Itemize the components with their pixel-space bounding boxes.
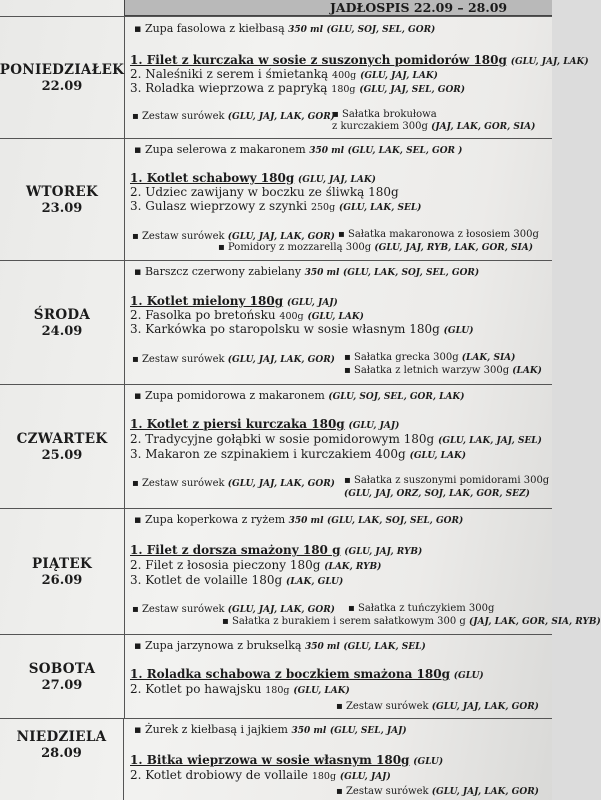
soup-size: 350 ml: [288, 516, 324, 526]
soup-name: Barszcz czerwony zabielany: [144, 265, 302, 278]
salad-b-allergens-line: [344, 488, 530, 500]
soup-name: Zupa fasolowa z kiełbasą: [144, 22, 285, 35]
day-name: SOBOTA: [28, 660, 96, 677]
day-name: WTOREK: [25, 183, 98, 200]
main-dish-1-allergens: (GLU, JAJ, RYB): [344, 547, 423, 557]
salad-c-allergens: (LAK): [512, 366, 542, 376]
main-dish-1: [130, 544, 422, 558]
salad-b-allergens: (JAJ, LAK, GOR, SIA): [431, 122, 536, 132]
salad-set: ▪ Zestaw surówek (GLU, JAJ, LAK, GOR): [132, 111, 335, 122]
main-dish-2-name: 2. Tradycyjne gołąbki w sosie pomidorowym 180g: [130, 432, 435, 446]
salad-set: ▪ Zestaw surówek (GLU, JAJ, LAK, GOR): [336, 701, 539, 712]
salad-set: ▪ Zestaw surówek (GLU, JAJ, LAK, GOR): [132, 354, 335, 365]
soup-name: Zupa koperkowa z ryżem: [144, 513, 286, 526]
main-dish-1-allergens: (GLU, JAJ, LAK): [510, 57, 589, 67]
main-dish-2-name: 2. Fasolka po bretońsku: [130, 308, 276, 322]
main-dish-1-name: 1. Filet z kurczaka w sosie z suszonych pomidorów 180g: [130, 53, 507, 67]
salad-c: ▪ Sałatka z burakiem i serem sałatkowym 300 g (JAJ, LAK, GOR, SIA, RYB): [222, 616, 601, 627]
main-dish-2-name: 2. Kotlet drobiowy de vollaile: [130, 768, 308, 782]
salad-b-name: Sałatka brokułowa: [341, 109, 437, 120]
day-menu: [126, 635, 552, 718]
salad-b: ▪ Sałatka grecka 300g (LAK, SIA): [344, 352, 516, 363]
main-dish-1-name: 1. Kotlet schabowy 180g: [130, 171, 295, 185]
soup-line: ▪ Żurek z kiełbasą i jajkiem 350 ml (GLU, SEL, JAJ): [134, 723, 407, 736]
main-dish-3-name: 3. Kotlet de volaille 180g: [130, 573, 283, 587]
main-dish-3-gram: 250g: [310, 202, 336, 213]
main-dish-1-allergens: (GLU, JAJ, LAK): [298, 175, 376, 185]
main-dish-2-gram: 180g: [265, 685, 290, 696]
day-monday: [0, 16, 589, 138]
day-wednesday: [0, 260, 552, 384]
salad-set-allergens: (GLU, JAJ, LAK, GOR): [431, 787, 539, 797]
main-dish-1-allergens: (GLU): [453, 671, 484, 681]
main-dish-1-allergens: (GLU): [413, 757, 444, 767]
soup-line: ▪ Barszcz czerwony zabielany 350 ml (GLU, LAK, SOJ, SEL, GOR): [134, 265, 480, 278]
soup-size: 350 ml: [291, 726, 327, 736]
soup-allergens: (GLU, LAK, SOJ, SEL, GOR): [342, 268, 480, 278]
salad-set-allergens: (GLU, JAJ, LAK, GOR): [227, 112, 335, 122]
salad-set-allergens: (GLU, JAJ, LAK, GOR): [227, 479, 335, 489]
soup-line: ▪ Zupa fasolowa z kiełbasą 350 ml (GLU, SOJ, SEL, GOR): [134, 22, 436, 35]
main-dish-1-name: 1. Roladka schabowa z boczkiem smażona 180g: [130, 667, 450, 681]
main-dish-2-allergens: (GLU, LAK): [307, 312, 364, 322]
main-dish-1-allergens: (GLU, JAJ): [348, 421, 400, 431]
day-date: 25.09: [41, 447, 83, 463]
main-dish-3-name: 3. Karkówka po staropolsku w sosie własnym 180g: [130, 322, 440, 336]
main-dish-3-allergens: (GLU, JAJ, SEL, GOR): [359, 85, 466, 95]
salad-c-allergens: (JAJ, LAK, GOR, SIA, RYB): [468, 617, 601, 627]
salad-set-allergens: (GLU, JAJ, LAK, GOR): [227, 232, 335, 242]
main-dish-1: [130, 172, 376, 186]
main-dish-2: [130, 186, 399, 198]
day-date: 28.09: [41, 746, 82, 761]
main-dish-2-allergens: (GLU, JAJ): [339, 772, 391, 782]
salad-b: ▪ Sałatka brokułowa: [332, 109, 437, 120]
salad-b-name: Sałatka grecka 300g: [353, 352, 459, 363]
salad-set-name: Zestaw surówek: [141, 111, 225, 122]
salad-c-name: Pomidory z mozzarellą 300g: [227, 242, 372, 253]
soup-line: ▪ Zupa jarzynowa z brukselką 350 ml (GLU, LAK, SEL): [134, 639, 426, 652]
main-dish-1-name: 1. Kotlet z piersi kurczaka 180g: [130, 417, 345, 431]
day-name: CZWARTEK: [16, 430, 108, 447]
main-dish-2: [130, 559, 381, 573]
main-dish-2: [130, 683, 350, 697]
soup-name: Zupa pomidorowa z makaronem: [144, 389, 325, 402]
salad-c-name: Sałatka z letnich warzyw 300g: [353, 365, 510, 376]
main-dish-3-name: 3. Roladka wieprzowa z papryką: [130, 81, 328, 95]
soup-allergens: (GLU, SOJ, SEL, GOR, LAK): [328, 392, 465, 402]
soup-name: Zupa jarzynowa z brukselką: [144, 639, 302, 652]
salad-b: ▪ Sałatka makaronowa z łososiem 300g: [338, 229, 539, 240]
day-menu: [126, 719, 552, 800]
salad-b-name: Sałatka z tuńczykiem 300g: [357, 603, 495, 614]
main-dish-2-allergens: (GLU, LAK, JAJ, SEL): [438, 436, 542, 446]
soup-size: 350 ml: [304, 642, 340, 652]
main-dish-3: [130, 82, 465, 96]
salad-c: ▪ Pomidory z mozzarellą 300g (GLU, JAJ, RYB, LAK, GOR, SIA): [218, 242, 533, 253]
day-name: ŚRODA: [33, 306, 91, 323]
main-dish-3-name: 3. Gulasz wieprzowy z szynki: [130, 199, 308, 213]
soup-allergens: (GLU, SEL, JAJ): [329, 726, 407, 736]
main-dish-1: [130, 754, 443, 768]
salad-set: ▪ Zestaw surówek (GLU, JAJ, LAK, GOR): [336, 786, 539, 797]
main-dish-1: [130, 418, 399, 432]
day-date: 23.09: [41, 200, 83, 216]
main-dish-3-allergens: (LAK, GLU): [285, 577, 344, 587]
main-dish-1-name: 1. Filet z dorsza smażony 180 g: [130, 543, 341, 557]
main-dish-2-allergens: (GLU, JAJ, LAK): [360, 71, 438, 81]
salad-set: ▪ Zestaw surówek (GLU, JAJ, LAK, GOR): [132, 478, 335, 489]
main-dish-1: [130, 295, 338, 309]
salad-b-name: Sałatka z suszonymi pomidorami 300g: [353, 475, 550, 486]
soup-line: ▪ Zupa koperkowa z ryżem 350 ml (GLU, LAK, SOJ, SEL, GOR): [134, 513, 464, 526]
day-date: 22.09: [41, 78, 83, 94]
day-name: PIĄTEK: [31, 555, 93, 572]
salad-c: ▪ Sałatka z letnich warzyw 300g (LAK): [344, 365, 542, 376]
salad-set-name: Zestaw surówek: [345, 701, 429, 712]
day-menu: [126, 509, 601, 634]
main-dish-2-gram: 180g: [311, 771, 337, 782]
soup-allergens: (GLU, LAK, SEL): [343, 642, 426, 652]
main-dish-3-allergens: (GLU, LAK): [409, 451, 467, 461]
main-dish-2-name: 2. Kotlet po hawajsku: [130, 682, 262, 696]
main-dish-3: [130, 323, 474, 337]
main-dish-3-gram: 180g: [331, 84, 356, 95]
soup-line: ▪ Zupa pomidorowa z makaronem (GLU, SOJ, SEL, GOR, LAK): [134, 389, 465, 402]
day-menu: [126, 17, 589, 138]
main-dish-2: [130, 433, 542, 447]
day-menu: [126, 261, 552, 384]
salad-set-allergens: (GLU, JAJ, LAK, GOR): [227, 605, 335, 615]
day-label: [0, 139, 125, 260]
salad-b-line2: [332, 121, 535, 133]
main-dish-2-name: 2. Udziec zawijany w boczku ze śliwką 180g: [130, 185, 399, 199]
salad-set-name: Zestaw surówek: [141, 231, 225, 242]
day-name: PONIEDZIAŁEK: [0, 61, 125, 78]
salad-set-name: Zestaw surówek: [141, 354, 225, 365]
main-dish-2: [130, 769, 391, 783]
soup-size: 350 ml: [309, 146, 345, 156]
salad-set-name: Zestaw surówek: [141, 604, 225, 615]
day-label: [0, 719, 124, 800]
day-sunday: [0, 718, 552, 800]
day-date: 24.09: [41, 323, 83, 339]
main-dish-1-name: 1. Kotlet mielony 180g: [130, 294, 284, 308]
salad-set-name: Zestaw surówek: [345, 786, 429, 797]
day-thursday: [0, 384, 552, 508]
salad-b: ▪ Sałatka z suszonymi pomidorami 300g: [344, 475, 550, 486]
soup-allergens: (GLU, LAK, SOJ, SEL, GOR): [327, 516, 464, 526]
main-dish-2-name: 2. Filet z łososia pieczony 180g: [130, 558, 321, 572]
main-dish-2-name: 2. Naleśniki z serem i śmietanką: [130, 67, 329, 81]
main-dish-1: [130, 668, 484, 682]
salad-c-name: Sałatka z burakiem i serem sałatkowym 300 g: [231, 616, 466, 627]
day-date: 27.09: [41, 677, 83, 693]
main-dish-1: [130, 54, 589, 68]
day-menu: [126, 385, 552, 508]
salad-b-name-2: z kurczakiem 300g: [332, 121, 428, 132]
soup-allergens: (GLU, SOJ, SEL, GOR): [326, 25, 436, 35]
day-label: [0, 17, 125, 138]
day-friday: [0, 508, 601, 634]
main-dish-2-gram: 400g: [332, 70, 357, 81]
salad-set-allergens: (GLU, JAJ, LAK, GOR): [227, 355, 335, 365]
main-dish-2: [130, 68, 438, 82]
main-dish-3: [130, 448, 466, 462]
main-dish-2-gram: 400g: [279, 311, 304, 322]
main-dish-2-allergens: (GLU, LAK): [293, 686, 350, 696]
salad-set-name: Zestaw surówek: [141, 478, 225, 489]
day-menu: [126, 139, 552, 260]
salad-set: ▪ Zestaw surówek (GLU, JAJ, LAK, GOR): [132, 231, 335, 242]
soup-size: 350 ml: [304, 268, 340, 278]
main-dish-2-allergens: (LAK, RYB): [324, 562, 382, 572]
main-dish-2: [130, 309, 364, 323]
soup-name: Żurek z kiełbasą i jajkiem: [144, 723, 288, 736]
salad-c-allergens: (GLU, JAJ, RYB, LAK, GOR, SIA): [374, 243, 533, 253]
day-saturday: [0, 634, 552, 718]
day-name: NIEDZIELA: [16, 729, 107, 745]
salad-b: ▪ Sałatka z tuńczykiem 300g: [348, 603, 495, 614]
salad-set-allergens: (GLU, JAJ, LAK, GOR): [431, 702, 539, 712]
day-date: 26.09: [41, 572, 83, 588]
day-label: [0, 635, 125, 718]
day-tuesday: [0, 138, 552, 260]
soup-size: 350 ml: [288, 25, 324, 35]
soup-allergens: (GLU, LAK, SEL, GOR ): [347, 146, 463, 156]
main-dish-3: [130, 200, 421, 214]
main-dish-3-allergens: (GLU, LAK, SEL): [339, 203, 422, 213]
main-dish-1-allergens: (GLU, JAJ): [286, 298, 338, 308]
salad-b-allergens: (LAK, SIA): [461, 353, 516, 363]
main-dish-3-name: 3. Makaron ze szpinakiem i kurczakiem 400g: [130, 447, 406, 461]
day-label: [0, 385, 125, 508]
main-dish-3: [130, 574, 343, 588]
day-label: [0, 261, 125, 384]
soup-line: ▪ Zupa selerowa z makaronem 350 ml (GLU, LAK, SEL, GOR ): [134, 143, 463, 156]
salad-set: ▪ Zestaw surówek (GLU, JAJ, LAK, GOR): [132, 604, 335, 615]
menu-title: JADŁOSPIS 22.09 – 28.09: [124, 0, 552, 16]
salad-b-name: Sałatka makaronowa z łososiem 300g: [347, 229, 539, 240]
main-dish-1-name: 1. Bitka wieprzowa w sosie własnym 180g: [130, 753, 410, 767]
salad-b-allergens: (GLU, JAJ, ORZ, SOJ, LAK, GOR, SEZ): [344, 489, 530, 499]
main-dish-3-allergens: (GLU): [443, 326, 474, 336]
soup-name: Zupa selerowa z makaronem: [144, 143, 306, 156]
day-label: [0, 509, 125, 634]
